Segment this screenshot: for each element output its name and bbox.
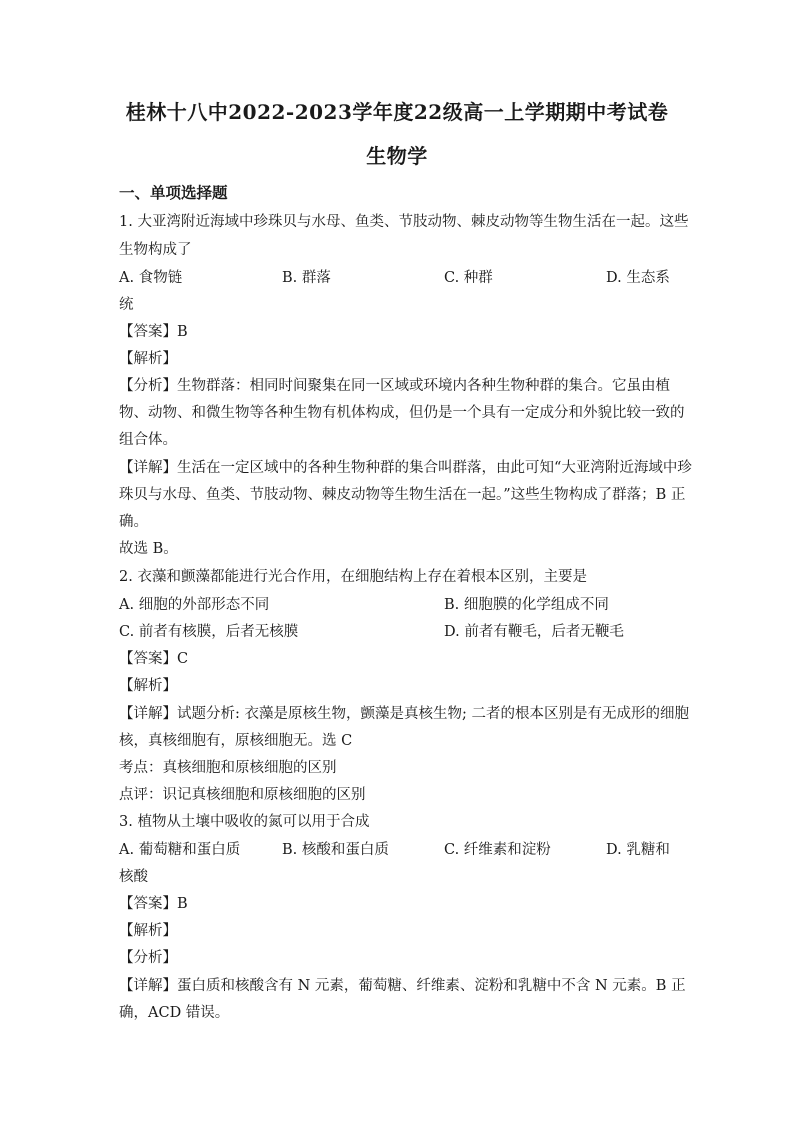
q1-xiangjie-line2: 珠贝与水母、鱼类、节肢动物、棘皮动物等生物生活在一起。”这些生物构成了群落；B 正 — [119, 487, 686, 503]
q1-fenxi-text: 生物群落：相同时间聚集在同一区域或环境内各种生物种群的集合。它虽由植 — [177, 378, 670, 394]
q3-xiangjie-text: 蛋白质和核酸含有 N 元素，葡萄糖、纤维素、淀粉和乳糖中不含 N 元素。B 正 — [177, 978, 686, 994]
q2-option-b: B. 细胞膜的化学组成不同 — [444, 597, 609, 613]
q3-option-d: D. 乳糖和 — [606, 842, 670, 858]
q3-option-a: A. 葡萄糖和蛋白质 — [119, 842, 241, 858]
q2-xiangjie-tag: 【详解】 — [119, 706, 177, 722]
exam-subject: 生物学 — [366, 144, 428, 168]
q2-option-c: C. 前者有核膜，后者无核膜 — [119, 624, 299, 640]
q3-xiangjie-line1 — [119, 974, 686, 995]
q1-option-d: D. 生态系 — [606, 270, 670, 286]
exam-title: 桂林十八中2022-2023学年度22级高一上学期期中考试卷 — [125, 100, 669, 124]
q3-xiangjie-tag: 【详解】 — [119, 978, 177, 994]
q2-xiangjie-line2: 核，真核细胞有，原核细胞无。选 C — [119, 733, 353, 749]
q3-fenxi-heading: 【分析】 — [119, 950, 177, 966]
q3-option-c: C. 纤维素和淀粉 — [444, 842, 551, 858]
q1-option-c: C. 种群 — [444, 270, 493, 286]
q1-option-b: B. 群落 — [282, 270, 331, 286]
q3-analysis-heading: 【解析】 — [119, 923, 177, 939]
q3-option-d-continued: 核酸 — [119, 869, 148, 885]
q1-fenxi-line1 — [119, 374, 670, 395]
q1-fenxi-line2: 物、动物、和微生物等各种生物有机体构成，但仍是一个具有一定成分和外貌比较一致的 — [119, 405, 685, 421]
q2-answer: 【答案】C — [119, 651, 189, 667]
q1-stem-line1: 1. 大亚湾附近海域中珍珠贝与水母、鱼类、节肢动物、棘皮动物等生物生活在一起。这些 — [119, 214, 689, 230]
q1-option-d-continued: 统 — [119, 297, 134, 313]
q3-xiangjie-line2: 确，ACD 错误。 — [119, 1005, 230, 1021]
q2-option-d: D. 前者有鞭毛，后者无鞭毛 — [444, 624, 624, 640]
q2-option-a: A. 细胞的外部形态不同 — [119, 597, 270, 613]
q1-answer: 【答案】B — [119, 324, 188, 340]
q1-xiangjie-line3: 确。 — [119, 514, 148, 530]
q1-fenxi-tag: 【分析】 — [119, 378, 177, 394]
q3-stem: 3. 植物从土壤中吸收的氮可以用于合成 — [119, 814, 370, 830]
q2-dianping: 点评：识记真核细胞和原核细胞的区别 — [119, 787, 366, 803]
q1-analysis-heading: 【解析】 — [119, 351, 177, 367]
section-heading: 一、单项选择题 — [119, 183, 228, 202]
q3-answer: 【答案】B — [119, 896, 188, 912]
q2-kaodian: 考点：真核细胞和原核细胞的区别 — [119, 760, 337, 776]
q1-xiangjie-tag: 【详解】 — [119, 460, 177, 476]
q3-option-b: B. 核酸和蛋白质 — [282, 842, 389, 858]
q1-fenxi-line3: 组合体。 — [119, 432, 177, 448]
q2-xiangjie-text: 试题分析: 衣藻是原核生物，颤藻是真核生物; 二者的根本区别是有无成形的细胞 — [177, 706, 689, 722]
q1-option-a: A. 食物链 — [119, 270, 183, 286]
q2-xiangjie-line1 — [119, 702, 689, 723]
q2-stem: 2. 衣藻和颤藻都能进行光合作用，在细胞结构上存在着根本区别，主要是 — [119, 569, 587, 585]
q1-xiangjie-line1 — [119, 456, 692, 477]
q1-stem-line2: 生物构成了 — [119, 242, 192, 258]
q1-xiangjie-text: 生活在一定区域中的各种生物种群的集合叫群落，由此可知“大亚湾附近海域中珍 — [177, 460, 692, 476]
q1-conclusion: 故选 B。 — [119, 541, 178, 557]
q2-analysis-heading: 【解析】 — [119, 678, 177, 694]
